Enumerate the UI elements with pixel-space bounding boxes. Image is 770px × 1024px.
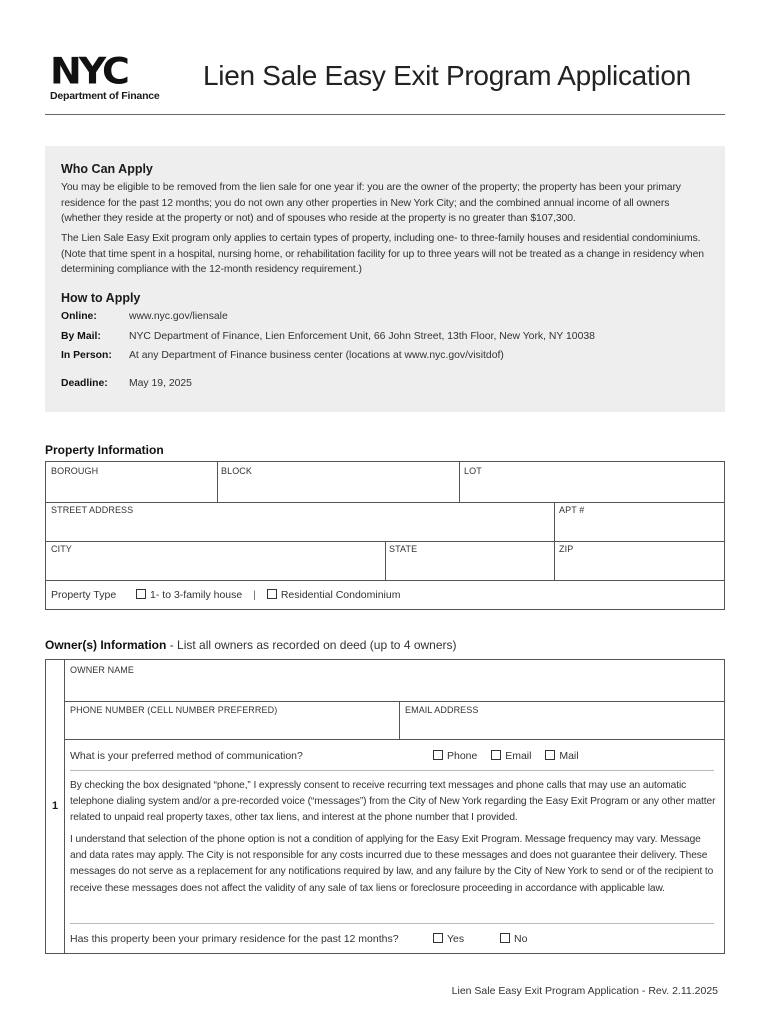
divider: [385, 541, 386, 581]
email-address-field[interactable]: EMAIL ADDRESS: [405, 705, 479, 715]
divider: [399, 701, 400, 739]
no-checkbox[interactable]: [500, 933, 510, 943]
owners-information-heading: [45, 638, 457, 652]
family-house-checkbox[interactable]: [136, 589, 146, 599]
property-information-heading: Property Information: [45, 443, 164, 457]
primary-residence-question: Has this property been your primary residence for the past 12 months?: [70, 933, 399, 945]
phone-checkbox[interactable]: [433, 750, 443, 760]
deadline-value: May 19, 2025: [129, 378, 192, 389]
online-label: Online:: [61, 311, 97, 322]
divider: [64, 660, 65, 953]
owner-row-number: 1: [52, 800, 59, 812]
family-house-label: 1- to 3-family house: [150, 589, 243, 601]
property-type-label: Property Type: [51, 589, 117, 601]
city-field[interactable]: CITY: [51, 544, 72, 554]
state-field[interactable]: STATE: [389, 544, 418, 554]
block-field[interactable]: BLOCK: [221, 466, 253, 476]
owner-name-field[interactable]: OWNER NAME: [70, 665, 134, 675]
apply-mail-row: [61, 331, 595, 342]
how-to-apply-heading: How to Apply: [61, 291, 141, 305]
in-person-value: At any Department of Finance business center (locations at www.nyc.gov/visitdof): [129, 350, 504, 361]
lot-field[interactable]: LOT: [464, 466, 482, 476]
divider: [217, 462, 218, 502]
option-separator: |: [253, 589, 256, 601]
nyc-dof-logo: [50, 50, 170, 102]
divider: [46, 580, 724, 581]
divider: [64, 701, 724, 702]
who-can-apply-paragraph-1: You may be eligible to be removed from the lien sale for one year if: you are the owner of the property; the property has been your primary residence for the past 12 months; you do not own any other properties in New York City; and the combined annual income of all owners (whether they reside at the property or not) and of spouses who reside at the property is no greater than $107,300.: [61, 182, 681, 224]
no-label: No: [513, 933, 528, 945]
eligibility-info-box: [45, 146, 725, 412]
email-checkbox[interactable]: [491, 750, 501, 760]
deadline-row: [61, 378, 192, 389]
mail-checkbox[interactable]: [545, 750, 555, 760]
email-option-label: Email: [505, 750, 532, 762]
residence-options: [433, 933, 527, 945]
condominium-label: Residential Condominium: [280, 589, 401, 601]
phone-consent-paragraph: By checking the box designated “phone,” I expressly consent to receive recurring text messages and phone calls that may use an automatic telephone dialing system and/or a pre-recorded voice (“messages”) from the City of New York regarding the Easy Exit Program or any other matter related to unpaid real property taxes, other tax liens, and interest at the phone number that I provided.: [70, 780, 716, 824]
divider: [64, 739, 724, 740]
in-person-label: In Person:: [61, 350, 112, 361]
mail-address: NYC Department of Finance, Lien Enforcement Unit, 66 John Street, 13th Floor, New York, NY 10038: [129, 331, 595, 342]
apply-online-row: [61, 311, 228, 322]
header-divider: [45, 114, 725, 115]
phone-option-label: Phone: [447, 750, 478, 762]
communication-question: What is your preferred method of communication?: [70, 750, 303, 762]
deadline-label: Deadline:: [61, 378, 108, 389]
footer-revision: Lien Sale Easy Exit Program Application - Rev. 2.11.2025: [451, 985, 718, 997]
yes-label: Yes: [447, 933, 465, 945]
divider: [459, 462, 460, 502]
communication-options: [433, 750, 579, 762]
condominium-checkbox[interactable]: [267, 589, 277, 599]
divider: [46, 502, 724, 503]
online-link[interactable]: www.nyc.gov/liensale: [129, 311, 228, 322]
property-information-form: [45, 461, 725, 610]
yes-checkbox[interactable]: [433, 933, 443, 943]
phone-number-field[interactable]: PHONE NUMBER (CELL NUMBER PREFERRED): [70, 705, 278, 715]
who-can-apply-heading: Who Can Apply: [61, 162, 153, 176]
property-type-row: [51, 589, 400, 601]
logo-nyc-text: NYC: [50, 50, 127, 92]
page-title: Lien Sale Easy Exit Program Application: [203, 60, 691, 91]
zip-field[interactable]: ZIP: [559, 544, 574, 554]
apply-in-person-row: [61, 350, 504, 361]
apt-field[interactable]: APT #: [559, 505, 585, 515]
divider: [70, 770, 714, 771]
owner-1-form: [45, 659, 725, 954]
mail-option-label: Mail: [559, 750, 579, 762]
divider: [70, 923, 714, 924]
owners-heading-title: Owner(s) Information: [45, 638, 167, 652]
logo-department-text: Department of Finance: [50, 90, 160, 102]
who-can-apply-paragraph-2: The Lien Sale Easy Exit program only applies to certain types of property, including one- to three-family houses and residential condominiums. (Note that time spent in a hospital, nursing home, or rehabilitation facility for up to three years will not be treated as a change in residency when determining compliance with the 12-month residency requirement.): [61, 233, 704, 275]
mail-label: By Mail:: [61, 331, 101, 342]
phone-disclaimer-paragraph: I understand that selection of the phone option is not a condition of applying for the Easy Exit Program. Message frequency may vary. Message and data rates may apply. The City is not responsible for any costs incurred due to these messages and does not guarantee their delivery. These messages do not serve as a replacement for any notifications required by law, and any failure by the City of New York to send or of the recipient to receive these messages does not affect the validity of any sale of tax liens or foreclosure proceeding in accordance with applicable law.: [70, 834, 714, 894]
borough-field[interactable]: BOROUGH: [51, 466, 99, 476]
street-address-field[interactable]: STREET ADDRESS: [51, 505, 134, 515]
owners-heading-subtitle: - List all owners as recorded on deed (up to 4 owners): [169, 638, 457, 652]
